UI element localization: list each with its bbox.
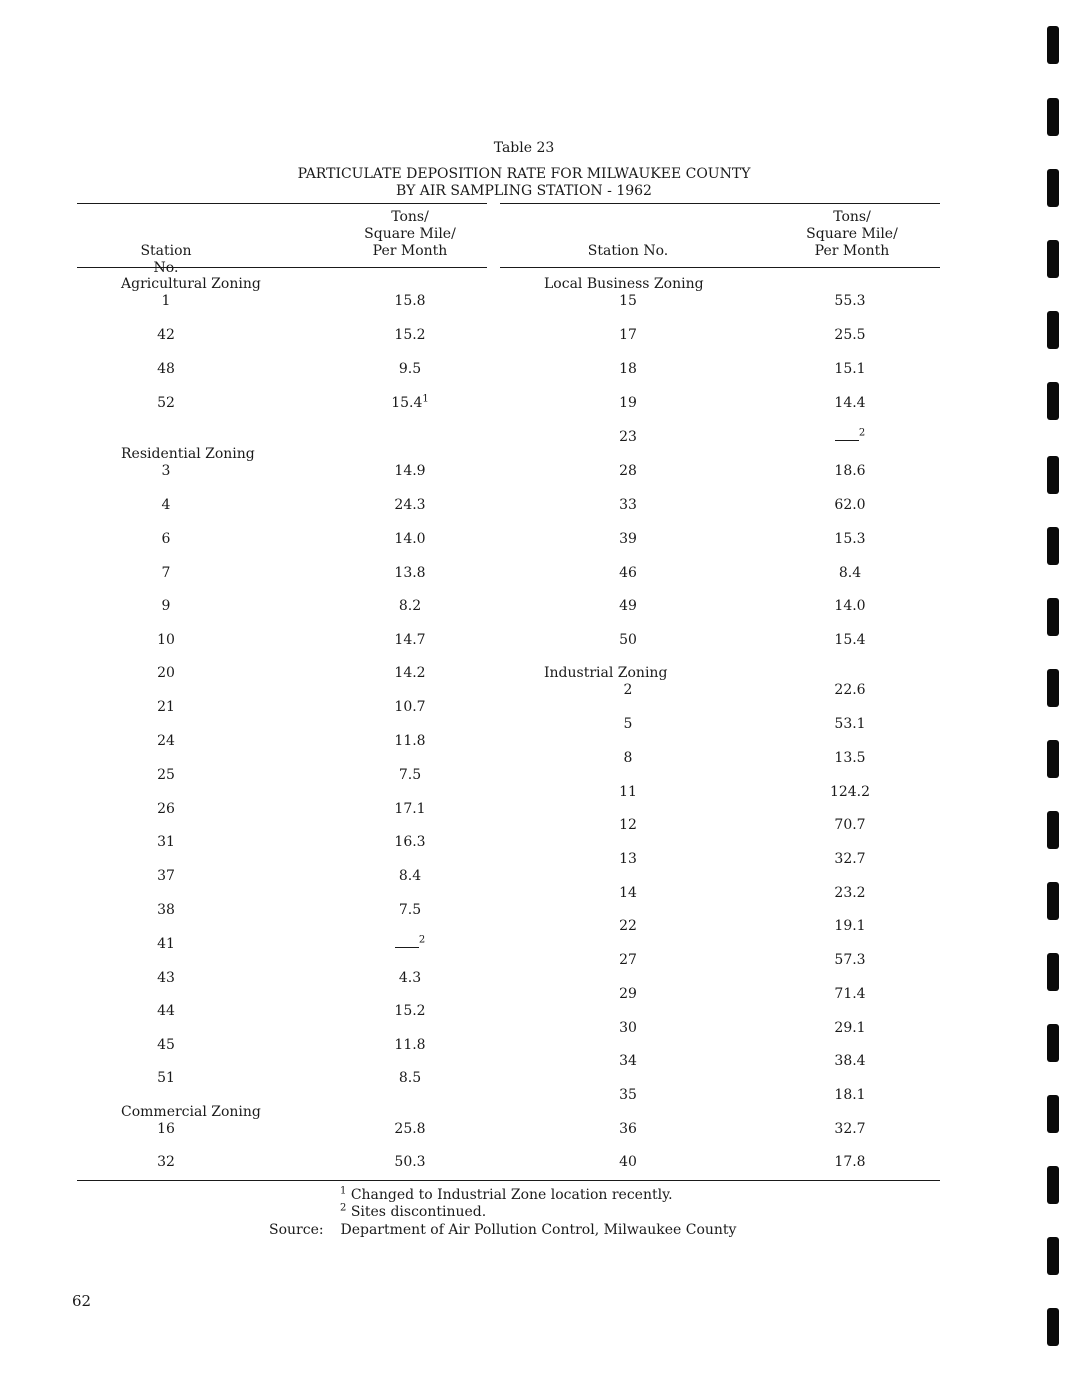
deposition-value bbox=[370, 1037, 450, 1053]
binding-hole bbox=[1047, 1024, 1059, 1062]
value-text: 10.7 bbox=[394, 699, 426, 715]
deposition-value bbox=[370, 395, 450, 411]
binding-hole bbox=[1047, 527, 1059, 565]
binding-hole bbox=[1047, 98, 1059, 136]
deposition-value bbox=[370, 970, 450, 986]
source-label: Source: bbox=[269, 1222, 324, 1238]
station-number: 46 bbox=[619, 565, 637, 581]
deposition-value bbox=[370, 767, 450, 783]
station-number: 3 bbox=[161, 463, 171, 479]
value-text: 14.0 bbox=[394, 531, 426, 547]
value-text: 7.5 bbox=[398, 767, 422, 783]
table-title-line2: BY AIR SAMPLING STATION - 1962 bbox=[396, 183, 652, 199]
deposition-value bbox=[810, 327, 890, 343]
station-number: 21 bbox=[157, 699, 175, 715]
binding-hole bbox=[1047, 882, 1059, 920]
deposition-value bbox=[810, 750, 890, 766]
value-text: 8.2 bbox=[398, 598, 422, 614]
station-number: 13 bbox=[619, 851, 637, 867]
deposition-value bbox=[810, 1087, 890, 1103]
station-number: 7 bbox=[161, 565, 171, 581]
deposition-value bbox=[810, 293, 890, 309]
value-text: 62.0 bbox=[834, 497, 866, 513]
station-number: 19 bbox=[619, 395, 637, 411]
value-text: 70.7 bbox=[834, 817, 866, 833]
value-text: 15.2 bbox=[394, 1003, 426, 1019]
table-number: Table 23 bbox=[493, 140, 555, 156]
value-text: 38.4 bbox=[834, 1053, 866, 1069]
station-number: 42 bbox=[157, 327, 175, 343]
deposition-value bbox=[810, 851, 890, 867]
station-number: 37 bbox=[157, 868, 175, 884]
value-text: 25.8 bbox=[394, 1121, 426, 1137]
value-text: 18.6 bbox=[834, 463, 866, 479]
station-number: 30 bbox=[619, 1020, 637, 1036]
binding-hole bbox=[1047, 311, 1059, 349]
top-rule-right bbox=[500, 203, 940, 204]
station-number: 29 bbox=[619, 986, 637, 1002]
deposition-value bbox=[370, 632, 450, 648]
table-title-line1: PARTICULATE DEPOSITION RATE FOR MILWAUKEE COUNTY bbox=[297, 166, 751, 182]
value-text: 14.4 bbox=[834, 395, 866, 411]
header-station-left: Station No. bbox=[140, 243, 192, 276]
value-text: 15.8 bbox=[394, 293, 426, 309]
header-rate-line2: Square Mile/ bbox=[364, 226, 456, 242]
station-number: 17 bbox=[619, 327, 637, 343]
zone-label: Agricultural Zoning bbox=[121, 276, 261, 292]
value-text: 15.4 bbox=[391, 395, 423, 411]
station-number: 5 bbox=[623, 716, 633, 732]
value-text: 4.3 bbox=[398, 970, 422, 986]
station-number: 24 bbox=[157, 733, 175, 749]
deposition-value bbox=[810, 463, 890, 479]
station-number: 18 bbox=[619, 361, 637, 377]
station-number: 45 bbox=[157, 1037, 175, 1053]
binding-marks bbox=[1047, 0, 1067, 1380]
footnote-1 bbox=[340, 1187, 673, 1203]
value-text: 18.1 bbox=[834, 1087, 866, 1103]
station-number: 43 bbox=[157, 970, 175, 986]
binding-hole bbox=[1047, 382, 1059, 420]
deposition-value bbox=[370, 902, 450, 918]
value-text: 14.0 bbox=[834, 598, 866, 614]
footnote-ref: 2 bbox=[858, 427, 866, 439]
deposition-value bbox=[370, 1003, 450, 1019]
footnote-ref: 2 bbox=[418, 934, 426, 946]
footnote-text: Changed to Industrial Zone location recently. bbox=[350, 1187, 673, 1203]
deposition-value bbox=[370, 463, 450, 479]
deposition-value bbox=[810, 632, 890, 648]
station-number: 34 bbox=[619, 1053, 637, 1069]
station-number: 52 bbox=[157, 395, 175, 411]
station-number: 28 bbox=[619, 463, 637, 479]
source-text: Department of Air Pollution Control, Milwaukee County bbox=[340, 1222, 737, 1238]
value-text: 8.5 bbox=[398, 1070, 422, 1086]
header-rate-right bbox=[782, 209, 922, 260]
deposition-value bbox=[370, 733, 450, 749]
deposition-value bbox=[810, 429, 890, 445]
deposition-value bbox=[370, 936, 450, 952]
value-text: 32.7 bbox=[834, 1121, 866, 1137]
deposition-value bbox=[370, 665, 450, 681]
deposition-value bbox=[370, 834, 450, 850]
header-rate-line3: Per Month bbox=[372, 243, 448, 259]
deposition-value bbox=[810, 716, 890, 732]
page-number: 62 bbox=[72, 1292, 92, 1310]
header-rate-line3: Per Month bbox=[814, 243, 890, 259]
deposition-value bbox=[810, 565, 890, 581]
footnote-ref: 1 bbox=[422, 393, 429, 405]
value-text: 53.1 bbox=[834, 716, 866, 732]
deposition-value bbox=[370, 801, 450, 817]
deposition-value bbox=[370, 699, 450, 715]
deposition-value bbox=[810, 1053, 890, 1069]
footnote-2 bbox=[340, 1204, 486, 1220]
value-text: 23.2 bbox=[834, 885, 866, 901]
station-number: 27 bbox=[619, 952, 637, 968]
source-line bbox=[269, 1222, 736, 1238]
binding-hole bbox=[1047, 240, 1059, 278]
footnote-text: Sites discontinued. bbox=[350, 1204, 487, 1220]
station-number: 36 bbox=[619, 1121, 637, 1137]
station-number: 11 bbox=[619, 784, 637, 800]
deposition-value bbox=[810, 986, 890, 1002]
value-text: 8.4 bbox=[838, 565, 862, 581]
value-text: 9.5 bbox=[398, 361, 422, 377]
binding-hole bbox=[1047, 1095, 1059, 1133]
station-number: 1 bbox=[161, 293, 171, 309]
station-number: 40 bbox=[619, 1154, 637, 1170]
station-number: 51 bbox=[157, 1070, 175, 1086]
discontinued-dash bbox=[395, 939, 419, 948]
station-number: 26 bbox=[157, 801, 175, 817]
station-number: 38 bbox=[157, 902, 175, 918]
station-number: 35 bbox=[619, 1087, 637, 1103]
deposition-value bbox=[370, 497, 450, 513]
deposition-value bbox=[810, 817, 890, 833]
station-number: 2 bbox=[623, 682, 633, 698]
header-rate-left bbox=[340, 209, 480, 260]
value-text: 24.3 bbox=[394, 497, 426, 513]
value-text: 11.8 bbox=[394, 733, 426, 749]
station-number: 41 bbox=[157, 936, 175, 952]
station-number: 22 bbox=[619, 918, 637, 934]
deposition-value bbox=[810, 531, 890, 547]
deposition-value bbox=[810, 952, 890, 968]
binding-hole bbox=[1047, 669, 1059, 707]
station-number: 4 bbox=[161, 497, 171, 513]
station-number: 14 bbox=[619, 885, 637, 901]
value-text: 15.3 bbox=[834, 531, 866, 547]
header-rule-left bbox=[77, 267, 487, 268]
deposition-value bbox=[370, 1154, 450, 1170]
value-text: 17.1 bbox=[394, 801, 426, 817]
station-number: 23 bbox=[619, 429, 637, 445]
station-number: 20 bbox=[157, 665, 175, 681]
value-text: 15.4 bbox=[834, 632, 866, 648]
value-text: 14.9 bbox=[394, 463, 426, 479]
value-text: 32.7 bbox=[834, 851, 866, 867]
value-text: 57.3 bbox=[834, 952, 866, 968]
zone-label: Local Business Zoning bbox=[544, 276, 704, 292]
station-number: 48 bbox=[157, 361, 175, 377]
binding-hole bbox=[1047, 1308, 1059, 1346]
header-rate-line1: Tons/ bbox=[833, 209, 871, 225]
deposition-value bbox=[810, 497, 890, 513]
bottom-rule bbox=[77, 1180, 940, 1181]
value-text: 55.3 bbox=[834, 293, 866, 309]
deposition-value bbox=[810, 361, 890, 377]
header-rule-right bbox=[500, 267, 940, 268]
value-text: 14.2 bbox=[394, 665, 426, 681]
deposition-value bbox=[370, 868, 450, 884]
deposition-value bbox=[370, 531, 450, 547]
zone-label: Commercial Zoning bbox=[121, 1104, 261, 1120]
binding-hole bbox=[1047, 26, 1059, 64]
binding-hole bbox=[1047, 953, 1059, 991]
zone-label: Industrial Zoning bbox=[544, 665, 668, 681]
header-rate-line1: Tons/ bbox=[391, 209, 429, 225]
deposition-value bbox=[370, 1070, 450, 1086]
footnote-marker: 2 bbox=[340, 1202, 347, 1214]
value-text: 19.1 bbox=[834, 918, 866, 934]
station-number: 39 bbox=[619, 531, 637, 547]
deposition-value bbox=[810, 918, 890, 934]
top-rule-left bbox=[77, 203, 487, 204]
deposition-value bbox=[370, 361, 450, 377]
deposition-value bbox=[810, 598, 890, 614]
value-text: 71.4 bbox=[834, 986, 866, 1002]
station-number: 10 bbox=[157, 632, 175, 648]
deposition-value bbox=[810, 395, 890, 411]
deposition-value bbox=[370, 327, 450, 343]
header-station-right: Station No. bbox=[587, 243, 669, 259]
value-text: 13.5 bbox=[834, 750, 866, 766]
value-text: 124.2 bbox=[829, 784, 871, 800]
deposition-value bbox=[370, 565, 450, 581]
station-number: 25 bbox=[157, 767, 175, 783]
value-text: 50.3 bbox=[394, 1154, 426, 1170]
station-number: 8 bbox=[623, 750, 633, 766]
deposition-value bbox=[370, 598, 450, 614]
binding-hole bbox=[1047, 740, 1059, 778]
value-text: 17.8 bbox=[834, 1154, 866, 1170]
deposition-value bbox=[810, 1121, 890, 1137]
deposition-value bbox=[810, 682, 890, 698]
station-number: 44 bbox=[157, 1003, 175, 1019]
value-text: 11.8 bbox=[394, 1037, 426, 1053]
header-rate-line2: Square Mile/ bbox=[806, 226, 898, 242]
value-text: 14.7 bbox=[394, 632, 426, 648]
station-number: 32 bbox=[157, 1154, 175, 1170]
value-text: 13.8 bbox=[394, 565, 426, 581]
deposition-value bbox=[370, 1121, 450, 1137]
value-text: 15.2 bbox=[394, 327, 426, 343]
value-text: 22.6 bbox=[834, 682, 866, 698]
station-number: 49 bbox=[619, 598, 637, 614]
zone-label: Residential Zoning bbox=[121, 446, 255, 462]
deposition-value bbox=[810, 885, 890, 901]
deposition-value bbox=[810, 784, 890, 800]
station-number: 15 bbox=[619, 293, 637, 309]
deposition-value bbox=[370, 293, 450, 309]
binding-hole bbox=[1047, 1166, 1059, 1204]
station-number: 33 bbox=[619, 497, 637, 513]
binding-hole bbox=[1047, 811, 1059, 849]
binding-hole bbox=[1047, 1237, 1059, 1275]
station-number: 31 bbox=[157, 834, 175, 850]
binding-hole bbox=[1047, 456, 1059, 494]
value-text: 25.5 bbox=[834, 327, 866, 343]
value-text: 7.5 bbox=[398, 902, 422, 918]
footnote-marker: 1 bbox=[340, 1185, 347, 1197]
station-number: 6 bbox=[161, 531, 171, 547]
station-number: 16 bbox=[157, 1121, 175, 1137]
station-number: 50 bbox=[619, 632, 637, 648]
deposition-value bbox=[810, 1154, 890, 1170]
station-number: 12 bbox=[619, 817, 637, 833]
discontinued-dash bbox=[835, 432, 859, 441]
station-number: 9 bbox=[161, 598, 171, 614]
binding-hole bbox=[1047, 598, 1059, 636]
value-text: 15.1 bbox=[834, 361, 866, 377]
deposition-value bbox=[810, 1020, 890, 1036]
value-text: 8.4 bbox=[398, 868, 422, 884]
value-text: 16.3 bbox=[394, 834, 426, 850]
value-text: 29.1 bbox=[834, 1020, 866, 1036]
